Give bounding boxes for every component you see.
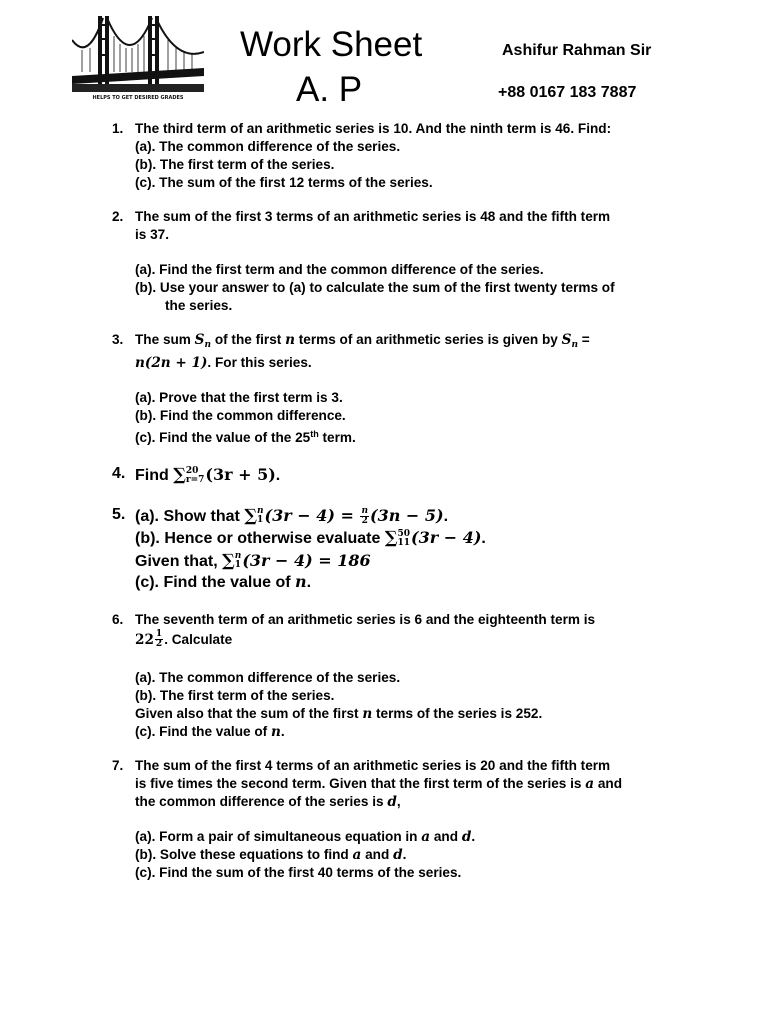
question-text [135,793,672,811]
question-part: (a). The common difference of the series. [135,669,401,685]
text: . [443,507,449,525]
math-formula: n(2n + 1) [135,355,208,371]
question-3 [112,331,672,447]
text: = [578,332,590,347]
worksheet-subtitle: A. P [296,70,363,109]
question-text [135,775,672,793]
question-part [135,527,672,550]
bridge-icon [72,10,204,102]
superscript: th [310,429,319,439]
math-sub: n [571,340,579,350]
author-name: Ashifur Rahman Sir [502,42,652,59]
text: . [275,467,281,484]
golden-gate-logo [72,10,204,102]
lower-limit: 11 [397,537,411,548]
worksheet-title: Work Sheet [240,25,423,64]
lower-limit: r=7 [185,474,205,485]
question-number: 1. [112,121,124,136]
text: . [471,828,476,844]
sigma-symbol: ∑ [384,527,398,547]
text: (c). Find the value of [135,574,296,591]
question-part: (a). Prove that the first term is 3. [135,390,343,405]
question-6 [112,611,672,741]
text: terms of the series is 252. [372,705,543,721]
question-4 [112,464,672,487]
sum-limits [235,552,242,570]
math-var: a [352,846,362,863]
question-list [112,120,672,882]
question-number: 2. [112,209,124,224]
author-phone: +88 0167 183 7887 [498,84,637,101]
math-var: a [585,775,595,792]
numerator: n [361,505,368,516]
math-var: d [387,793,397,810]
text: (b). Hence or otherwise evaluate [135,530,385,547]
text: (c). Find the value of the 25 [135,430,311,445]
upper-limit: n [234,551,242,562]
question-5 [112,505,672,594]
fraction [155,630,163,649]
math-expr: (3r + 5) [205,465,276,484]
sigma-symbol: ∑ [244,504,257,525]
question-number: 4. [112,465,126,482]
text: (c). Find the value of [135,723,271,739]
math-var: n [295,572,307,591]
math-expr: (3r − 4) [411,528,482,547]
text: is five times the second term. Given that the first term of the series is [135,775,586,791]
text: . For this series. [207,355,312,370]
text: (a). Show that [135,507,245,525]
mixed-number: 22 [135,631,154,648]
question-part [135,425,672,447]
question-2 [112,208,672,315]
question-number: 7. [112,757,124,773]
sum-limits [186,467,205,485]
question-text: The sum of the first 4 terms of an arithmetic series is 20 and the fifth term [135,757,611,773]
question-1 [112,120,672,192]
text: . [306,574,312,591]
question-text: The sum of the first 3 terms of an arithmetic series is 48 and the fifth term [135,209,611,224]
lower-limit: 1 [256,515,264,526]
question-part: (a). The common difference of the series. [135,139,401,154]
question-part: (b). Find the common difference. [135,408,346,423]
sum-limits [398,530,411,548]
denominator: 2 [361,515,368,526]
math-var: a [421,828,431,845]
question-text [135,550,672,573]
question-part: (c). Find the sum of the first 40 terms of the series. [135,864,462,880]
math-var: S [561,332,572,348]
fraction [360,507,369,526]
text: (b). Solve these equations to find [135,846,353,862]
denominator: 2 [155,639,163,650]
question-part: (b). The first term of the series. [135,157,335,172]
upper-limit: n [256,506,264,517]
math-sub: n [204,340,212,350]
text: terms of an arithmetic series is given by [294,332,562,347]
question-part: (c). The sum of the first 12 terms of the series. [135,175,433,190]
numerator: 1 [155,629,163,640]
upper-limit: 50 [397,528,411,539]
question-text: The third term of an arithmetic series is 10. And the ninth term is 46. Find: [135,121,612,136]
question-text [135,464,672,487]
question-part: the series. [165,298,233,313]
text: (a). Form a pair of simultaneous equation in [135,828,422,844]
question-part: (a). Find the first term and the common difference of the series. [135,262,544,277]
text: and [361,846,394,862]
text: Given that, [135,552,223,570]
math-var: d [461,828,472,845]
math-expr: (3r − 4) = [264,505,360,525]
math-var: n [362,705,373,722]
text: Find [135,467,174,484]
math-expr: (3r − 4) = 186 [242,550,371,570]
text: . [402,846,407,862]
question-part [135,505,672,528]
question-number: 6. [112,611,124,627]
logo-tagline: HELPS TO GET DESIRED GRADES [92,95,184,101]
text: term. [318,430,356,445]
text: of the first [211,332,286,347]
question-part: (b). Use your answer to (a) to calculate the sum of the first twenty terms of [135,280,615,295]
math-var: n [285,332,295,348]
text: and [430,828,462,844]
question-text [135,629,672,651]
question-part [135,846,672,864]
question-part: (b). The first term of the series. [135,687,335,703]
sigma-symbol: ∑ [222,549,235,570]
question-number: 3. [112,332,124,347]
text: The sum [135,332,195,347]
text: and [594,775,623,791]
question-number: 5. [112,505,126,523]
math-expr: (3n − 5) [370,505,444,525]
text: the common difference of the series is [135,793,388,809]
sigma-symbol: ∑ [173,464,186,484]
text: Given also that the sum of the first [135,705,363,721]
math-var: n [270,723,281,740]
math-var: d [393,846,403,863]
text: . [481,530,486,547]
question-text: is 37. [135,227,170,242]
text: , [396,793,401,809]
question-part [135,723,672,741]
math-var: S [194,332,205,348]
question-part [135,572,672,594]
sum-limits [257,507,264,525]
text: . Calculate [164,631,233,647]
question-text [135,705,672,723]
question-text [135,331,672,354]
upper-limit: 20 [185,465,199,476]
question-part [135,828,672,846]
question-text [135,354,672,372]
question-text: The seventh term of an arithmetic series is 6 and the eighteenth term is [135,611,596,627]
question-7 [112,757,672,882]
text: . [280,723,285,739]
lower-limit: 1 [234,560,242,571]
